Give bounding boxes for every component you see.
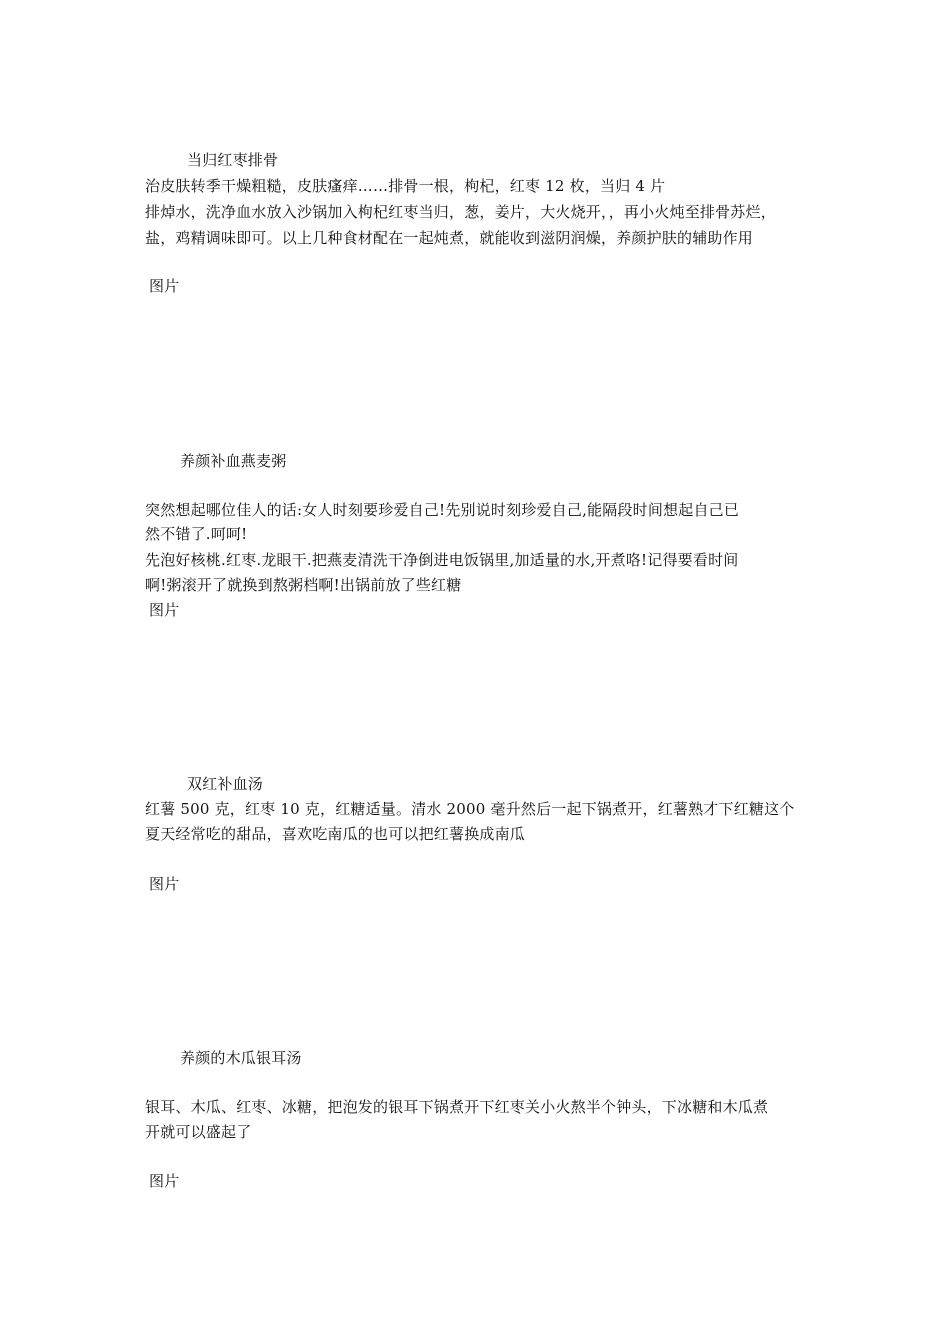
- body-line: 盐，鸡精调味即可。以上几种食材配在一起炖煮，就能收到滋阴润燥，养颜护肤的辅助作用: [145, 229, 754, 247]
- image-placeholder-label: 图片: [149, 601, 180, 619]
- section-title: 双红补血汤: [187, 775, 264, 793]
- body-line: 突然想起哪位佳人的话:女人时刻要珍爱自己!先别说时刻珍爱自己,能隔段时间想起自己已: [145, 501, 740, 519]
- body-line: 开就可以盛起了: [145, 1123, 252, 1141]
- body-line: 啊!粥滚开了就换到熬粥档啊!出锅前放了些红糖: [145, 576, 462, 594]
- body-line: 红薯 500 克，红枣 10 克，红糖适量。清水 2000 毫升然后一起下锅煮开，红薯熟才下红糖这个: [145, 800, 795, 818]
- image-placeholder-label: 图片: [149, 1172, 180, 1190]
- body-line: 然不错了.呵呵!: [145, 525, 248, 543]
- body-line: 夏天经常吃的甜品，喜欢吃南瓜的也可以把红薯换成南瓜: [145, 825, 526, 843]
- body-line: 排焯水，洗净血水放入沙锅加入枸杞红枣当归，葱，姜片，大火烧开，，再小火炖至排骨苏烂，: [145, 203, 776, 221]
- image-placeholder-label: 图片: [149, 277, 180, 295]
- section-title: 养颜的木瓜银耳汤: [180, 1049, 302, 1067]
- section-title: 当归红枣排骨: [187, 151, 279, 169]
- section-title: 养颜补血燕麦粥: [180, 452, 287, 470]
- body-line: 治皮肤转季干燥粗糙，皮肤瘙痒……排骨一根，枸杞，红枣 12 枚，当归 4 片: [145, 177, 666, 195]
- body-line: 先泡好核桃.红枣.龙眼干.把燕麦清洗干净倒进电饭锅里,加适量的水,开煮咯!记得要看时间: [145, 551, 739, 569]
- image-placeholder-label: 图片: [149, 875, 180, 893]
- body-line: 银耳、木瓜、红枣、冰糖，把泡发的银耳下锅煮开下红枣关小火熬半个钟头，下冰糖和木瓜煮: [145, 1098, 769, 1116]
